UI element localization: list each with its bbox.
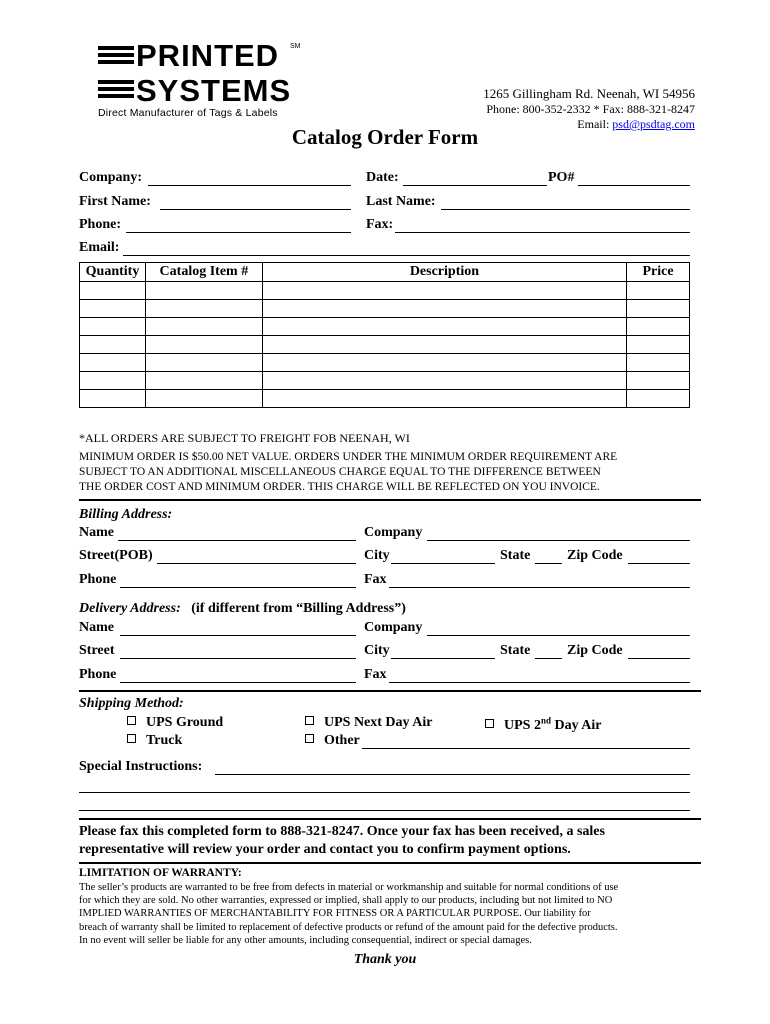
billing-phone-field[interactable] bbox=[120, 587, 356, 588]
phone-label: Phone: bbox=[79, 217, 121, 232]
divider bbox=[79, 818, 701, 820]
delivery-header: Delivery Address: bbox=[79, 601, 181, 616]
logo-bars-top bbox=[98, 46, 134, 67]
thank-you: Thank you bbox=[353, 952, 417, 967]
cell-catalog-item[interactable] bbox=[145, 372, 262, 390]
items-table bbox=[79, 262, 690, 408]
checkbox-icon[interactable] bbox=[485, 719, 494, 728]
delivery-header-row bbox=[79, 601, 406, 617]
checkbox-icon[interactable] bbox=[127, 716, 136, 725]
first-name-field[interactable] bbox=[160, 209, 351, 210]
billing-phone-label: Phone bbox=[79, 572, 117, 587]
delivery-street-label: Street bbox=[79, 643, 115, 658]
delivery-street-field[interactable] bbox=[120, 658, 356, 659]
delivery-fax-field[interactable] bbox=[389, 682, 690, 683]
date-field[interactable] bbox=[403, 185, 547, 186]
po-label: PO# bbox=[548, 170, 575, 185]
cell-quantity[interactable] bbox=[80, 390, 146, 408]
col-catalog-item: Catalog Item # bbox=[145, 263, 262, 282]
option-truck[interactable] bbox=[127, 733, 182, 749]
other-label: Other bbox=[324, 733, 360, 748]
col-price: Price bbox=[627, 263, 690, 282]
table-row bbox=[80, 318, 690, 336]
company-phone-fax: Phone: 800-352-2332 * Fax: 888-321-8247 bbox=[486, 102, 695, 116]
logo-word-systems: SYSTEMS bbox=[136, 73, 292, 108]
delivery-city-label: City bbox=[364, 643, 390, 658]
cell-description[interactable] bbox=[262, 390, 626, 408]
last-name-field[interactable] bbox=[441, 209, 690, 210]
col-description: Description bbox=[262, 263, 626, 282]
cell-quantity[interactable] bbox=[80, 372, 146, 390]
delivery-company-label: Company bbox=[364, 620, 423, 635]
cell-quantity[interactable] bbox=[80, 318, 146, 336]
page-title: Catalog Order Form bbox=[291, 125, 479, 149]
company-address: 1265 Gillingham Rd. Neenah, WI 54956 bbox=[483, 86, 695, 101]
option-other[interactable] bbox=[305, 733, 360, 749]
first-name-label: First Name: bbox=[79, 194, 151, 209]
special-instructions-line-3[interactable] bbox=[79, 810, 690, 811]
option-ups-2nd-day[interactable] bbox=[485, 715, 602, 734]
minimum-note-1: MINIMUM ORDER IS $50.00 NET VALUE. ORDERS UNDER THE MINIMUM ORDER REQUIREMENT ARE bbox=[79, 451, 618, 463]
email-field-label: Email: bbox=[79, 240, 120, 255]
company-logo bbox=[98, 40, 303, 122]
delivery-phone-field[interactable] bbox=[120, 682, 356, 683]
fax-label: Fax: bbox=[366, 217, 394, 232]
ups-next-day-label: UPS Next Day Air bbox=[324, 715, 433, 730]
cell-price[interactable] bbox=[627, 318, 690, 336]
delivery-zip-label: Zip Code bbox=[567, 643, 623, 658]
billing-fax-label: Fax bbox=[364, 572, 387, 587]
warranty-line: IMPLIED WARRANTIES OF MERCHANTABILITY FOR FITNESS OR A PARTICULAR PURPOSE. Our liability for bbox=[79, 908, 591, 920]
billing-zip-field[interactable] bbox=[628, 563, 690, 564]
delivery-zip-field[interactable] bbox=[628, 658, 690, 659]
ups-2nd-day-label: UPS 2nd Day Air bbox=[504, 715, 602, 733]
cell-price[interactable] bbox=[627, 282, 690, 300]
fax-notice-1: Please fax this completed form to 888-321-8247. Once your fax has been received, a sales bbox=[79, 824, 605, 839]
option-ups-ground[interactable] bbox=[127, 715, 223, 731]
special-instructions-field[interactable] bbox=[215, 774, 690, 775]
billing-street-label: Street(POB) bbox=[79, 548, 153, 563]
email-field[interactable] bbox=[123, 255, 690, 256]
cell-catalog-item[interactable] bbox=[145, 354, 262, 372]
other-field[interactable] bbox=[362, 748, 690, 749]
cell-catalog-item[interactable] bbox=[145, 318, 262, 336]
delivery-state-field[interactable] bbox=[535, 658, 562, 659]
delivery-note: (if different from “Billing Address”) bbox=[191, 601, 406, 616]
logo-tagline: Direct Manufacturer of Tags & Labels bbox=[98, 107, 278, 119]
billing-street-field[interactable] bbox=[157, 563, 356, 564]
billing-name-field[interactable] bbox=[118, 540, 356, 541]
cell-quantity[interactable] bbox=[80, 336, 146, 354]
cell-description[interactable] bbox=[262, 318, 626, 336]
cell-quantity[interactable] bbox=[80, 282, 146, 300]
delivery-name-label: Name bbox=[79, 620, 114, 635]
billing-zip-label: Zip Code bbox=[567, 548, 623, 563]
delivery-phone-label: Phone bbox=[79, 667, 117, 682]
minimum-note-2: SUBJECT TO AN ADDITIONAL MISCELLANEOUS CHARGE EQUAL TO THE DIFFERENCE BETWEEN bbox=[79, 466, 601, 478]
email-link[interactable]: psd@psdtag.com bbox=[612, 117, 695, 131]
company-label: Company: bbox=[79, 170, 143, 185]
truck-label: Truck bbox=[146, 733, 183, 748]
billing-company-field[interactable] bbox=[427, 540, 690, 541]
warranty-line: breach of warranty shall be limited to replacement of defective products or refund of the amount paid for the defective products. bbox=[79, 921, 618, 933]
table-row bbox=[80, 300, 690, 318]
cell-price[interactable] bbox=[627, 300, 690, 318]
divider bbox=[79, 862, 701, 864]
company-field[interactable] bbox=[148, 185, 351, 186]
cell-catalog-item[interactable] bbox=[145, 390, 262, 408]
billing-state-label: State bbox=[500, 548, 531, 563]
billing-company-label: Company bbox=[364, 525, 423, 540]
table-row bbox=[80, 336, 690, 354]
delivery-state-label: State bbox=[500, 643, 531, 658]
billing-state-field[interactable] bbox=[535, 563, 562, 564]
divider bbox=[79, 690, 701, 692]
billing-header: Billing Address: bbox=[79, 507, 173, 522]
delivery-fax-label: Fax bbox=[364, 667, 387, 682]
logo-service-mark: SM bbox=[290, 43, 301, 50]
shipping-header: Shipping Method: bbox=[79, 696, 184, 711]
ups-ground-label: UPS Ground bbox=[146, 715, 224, 730]
delivery-name-field[interactable] bbox=[120, 635, 356, 636]
cell-price[interactable] bbox=[627, 354, 690, 372]
cell-description[interactable] bbox=[262, 372, 626, 390]
fax-notice-2: representative will review your order and contact you to confirm payment options. bbox=[79, 842, 571, 857]
phone-field[interactable] bbox=[126, 232, 351, 233]
warranty-header: LIMITATION OF WARRANTY: bbox=[79, 867, 242, 879]
table-row bbox=[80, 354, 690, 372]
billing-name-label: Name bbox=[79, 525, 114, 540]
special-instructions-label: Special Instructions: bbox=[79, 759, 203, 774]
logo-word-printed: PRINTED bbox=[136, 38, 280, 73]
warranty-text bbox=[79, 881, 704, 947]
po-field[interactable] bbox=[578, 185, 690, 186]
billing-city-label: City bbox=[364, 548, 390, 563]
col-quantity: Quantity bbox=[80, 263, 146, 282]
billing-city-field[interactable] bbox=[391, 563, 495, 564]
freight-note: *ALL ORDERS ARE SUBJECT TO FREIGHT FOB NEENAH, WI bbox=[79, 431, 410, 445]
cell-quantity[interactable] bbox=[80, 300, 146, 318]
date-label: Date: bbox=[366, 170, 399, 185]
table-row bbox=[80, 282, 690, 300]
logo-bars-bottom bbox=[98, 80, 134, 101]
cell-description[interactable] bbox=[262, 336, 626, 354]
special-instructions-line-2[interactable] bbox=[79, 792, 690, 793]
divider bbox=[79, 499, 701, 501]
warranty-line: The seller’s products are warranted to be free from defects in material or workmanship and suitable for normal conditions of use bbox=[79, 882, 619, 893]
last-name-label: Last Name: bbox=[366, 194, 436, 209]
table-header-row bbox=[80, 263, 690, 282]
cell-description[interactable] bbox=[262, 282, 626, 300]
cell-catalog-item[interactable] bbox=[145, 300, 262, 318]
minimum-note-3: THE ORDER COST AND MINIMUM ORDER. THIS CHARGE WILL BE REFLECTED ON YOU INVOICE. bbox=[79, 481, 600, 493]
table-row bbox=[80, 390, 690, 408]
checkbox-icon[interactable] bbox=[127, 734, 136, 743]
cell-catalog-item[interactable] bbox=[145, 282, 262, 300]
fax-field[interactable] bbox=[395, 232, 690, 233]
table-row bbox=[80, 372, 690, 390]
warranty-line: for which they are sold. No other warranties, expressed or implied, shall apply to our products, including but not limited to NO bbox=[79, 895, 613, 907]
email-label: Email: bbox=[577, 117, 613, 131]
delivery-company-field[interactable] bbox=[427, 635, 690, 636]
cell-catalog-item[interactable] bbox=[145, 336, 262, 354]
checkbox-icon[interactable] bbox=[305, 716, 314, 725]
billing-fax-field[interactable] bbox=[389, 587, 690, 588]
warranty-line: In no event will seller be liable for any other amounts, including consequential, indirect or special damages. bbox=[79, 934, 532, 946]
checkbox-icon[interactable] bbox=[305, 734, 314, 743]
cell-price[interactable] bbox=[627, 390, 690, 408]
cell-description[interactable] bbox=[262, 300, 626, 318]
delivery-city-field[interactable] bbox=[391, 658, 495, 659]
cell-description[interactable] bbox=[262, 354, 626, 372]
option-ups-next-day[interactable] bbox=[305, 715, 433, 731]
cell-price[interactable] bbox=[627, 336, 690, 354]
cell-quantity[interactable] bbox=[80, 354, 146, 372]
cell-price[interactable] bbox=[627, 372, 690, 390]
